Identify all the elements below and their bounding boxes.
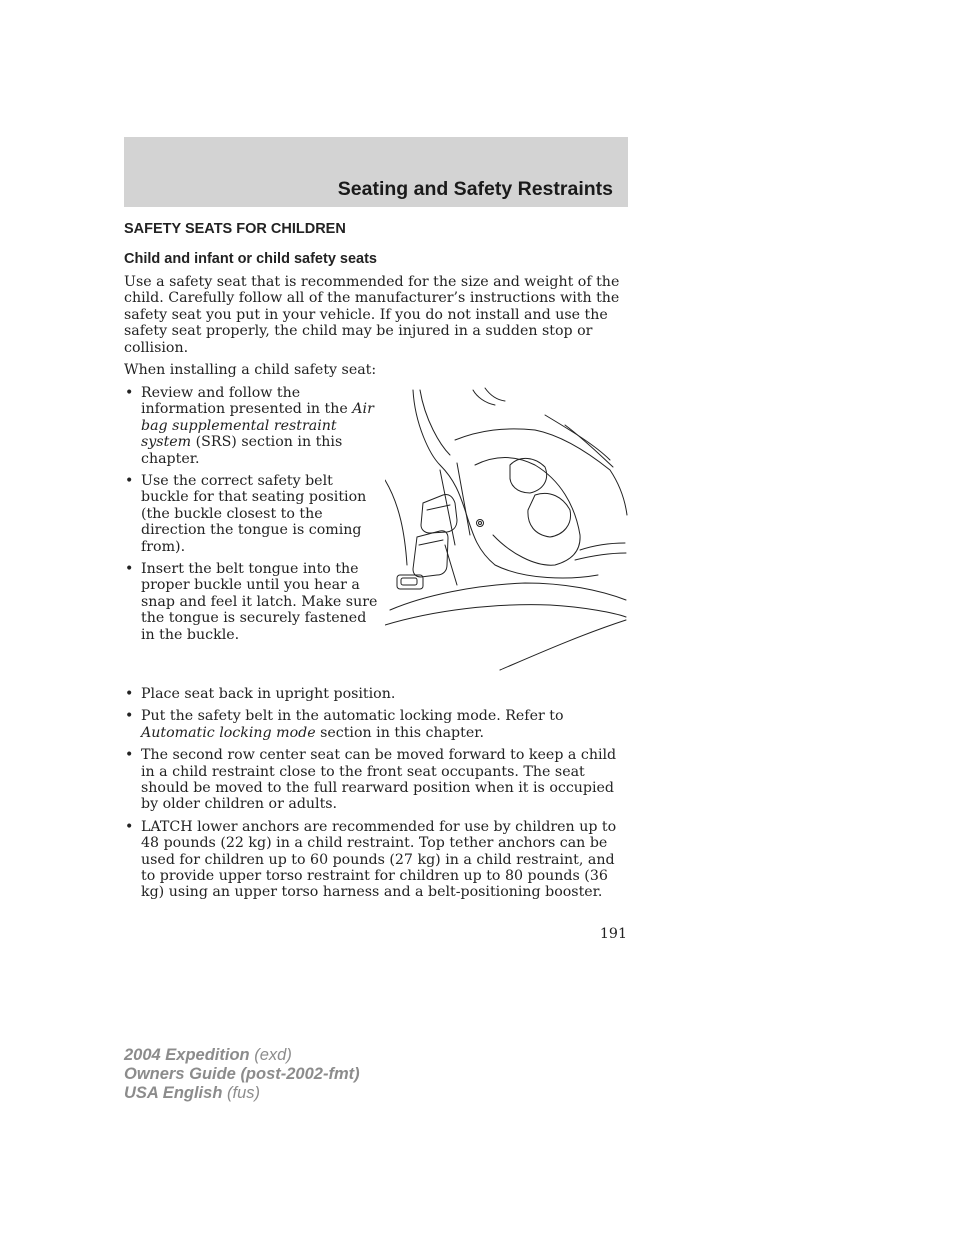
page-title: Seating and Safety Restraints [337, 178, 613, 200]
bullet-icon: • [125, 747, 134, 764]
document-footer: 2004 Expedition (exd) Owners Guide (post-2002-fmt) USA English (fus) [124, 1046, 360, 1102]
list-item: • Use the correct safety belt buckle for that seating position (the buckle closest to the direction the tongue is coming from). [125, 473, 367, 555]
list-item: • Place seat back in upright position. [125, 686, 396, 702]
bullet-list-top [124, 385, 378, 649]
list-item: • The second row center seat can be moved forward to keep a child in a child restraint close to the front seat occupants. The seat should be moved to the full rearward position when it is occupied by older children or adults. [125, 747, 617, 813]
section-heading: SAFETY SEATS FOR CHILDREN [124, 221, 346, 237]
bullet-icon: • [125, 686, 134, 702]
list-item: • Put the safety belt in the automatic locking mode. Refer to Automatic locking mode section in this chapter. [125, 708, 564, 741]
subsection-heading: Child and infant or child safety seats [124, 251, 377, 267]
bullet-icon: • [125, 708, 134, 725]
intro-paragraph: Use a safety seat that is recommended for the size and weight of the child. Carefully follow all of the manufacturer’s instructions with the safety seat you put in your vehicle. If you do not install and use the safety seat properly, the child may be injured in a sudden stop or collision. [124, 274, 620, 356]
seatbelt-buckle-illustration [385, 385, 628, 675]
when-installing-text: When installing a child safety seat: [124, 362, 377, 378]
bullet-icon: • [125, 818, 134, 835]
bullet-icon: • [125, 385, 134, 401]
list-item: • Insert the belt tongue into the proper buckle until you hear a snap and feel it latch. Make sure the tongue is securely fastened in the buckle. [125, 561, 378, 643]
list-item: • LATCH lower anchors are recommended for use by children up to 48 pounds (22 kg) in a child restraint. Top tether anchors can be used for children up to 60 pounds (27 kg) in a child restraint, and to provide upper torso restraint for children up to 80 pounds (36 kg) using an upper torso harness and a belt-positioning booster. [125, 818, 617, 901]
bullet-list-bottom [124, 686, 628, 907]
list-item: • Review and follow the information presented in the Air bag supplemental restraint system (SRS) section in this chapter. [125, 385, 374, 467]
page-number: 191 [599, 926, 627, 942]
header-band [124, 137, 628, 207]
bullet-icon: • [125, 473, 134, 490]
bullet-icon: • [125, 561, 134, 578]
